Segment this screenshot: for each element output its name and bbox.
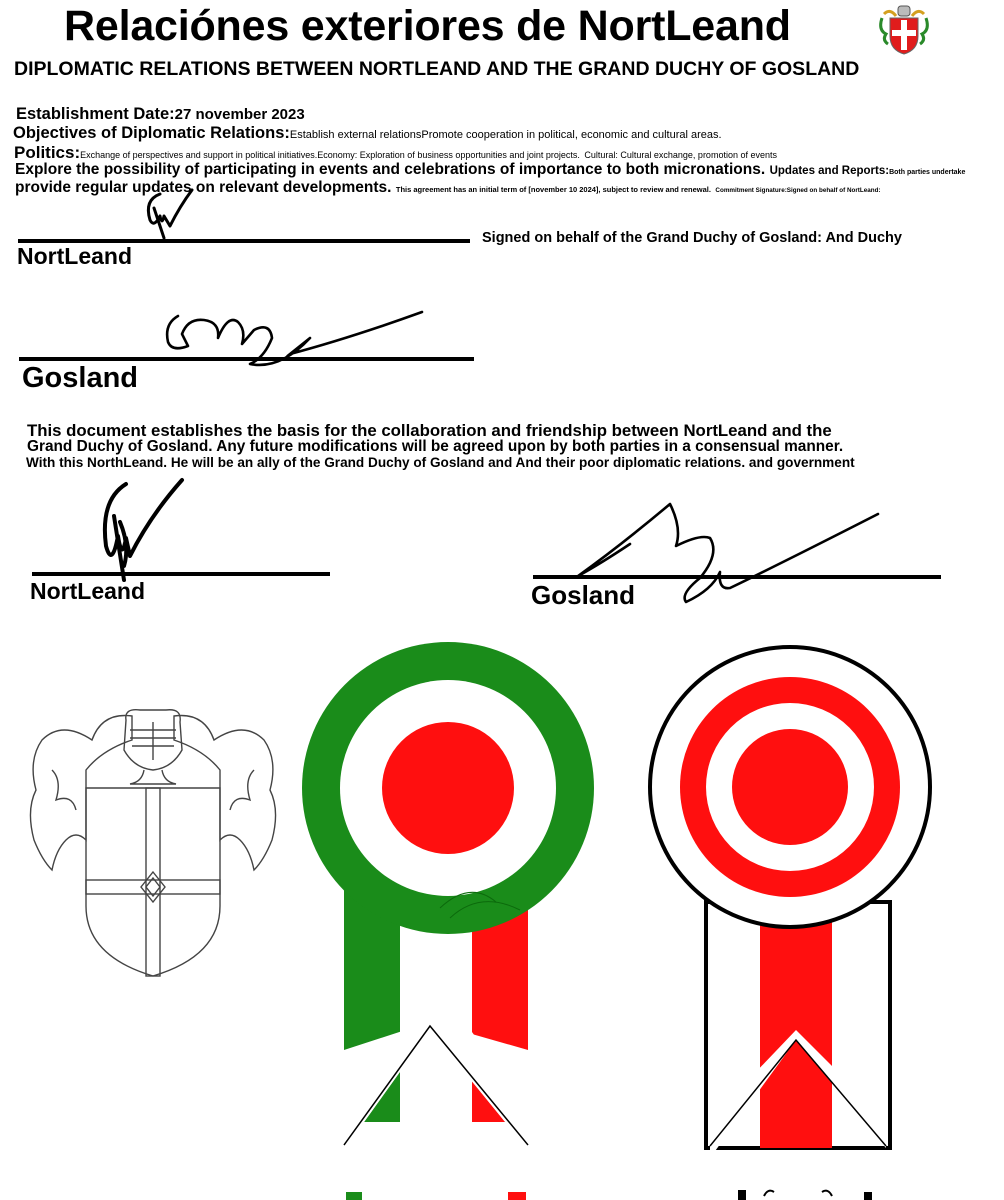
gosland-behalf-line	[482, 230, 902, 246]
gosland-label-bottom: Gosland	[531, 580, 636, 610]
signature-rule-nortleand-bottom	[32, 572, 330, 576]
nortleand-signature-top	[140, 186, 200, 244]
objectives-label: Objectives of Diplomatic Relations:	[13, 124, 290, 142]
economy-value: Economy: Exploration of business opportunities and joint projects.	[317, 150, 580, 160]
and-duchy-text: And Duchy	[825, 230, 902, 246]
establishment-value: 27 november 2023	[174, 106, 305, 123]
coat-of-arms-small-icon	[876, 4, 932, 56]
term-text: This agreement has an initial term of [november 10 2024], subject to review and renewal.	[395, 185, 711, 194]
regular-updates-text: provide regular updates on relevant developments.	[15, 179, 392, 196]
commitment-text: Commitment Signature:Signed on behalf of NortLeand:	[715, 187, 881, 194]
gosland-label-top: Gosland	[22, 362, 139, 394]
objectives-value-2: Promote cooperation in political, economic and cultural areas.	[421, 129, 722, 141]
explore-text: Explore the possibility of participating in events and celebrations of importance to both micronations.	[15, 161, 766, 178]
objectives-line	[13, 124, 722, 143]
nortleand-label-top: NortLeand	[17, 243, 132, 269]
page-subtitle: DIPLOMATIC RELATIONS BETWEEN NORTLEAND AND THE GRAND DUCHY OF GOSLAND	[14, 58, 860, 80]
explore-line	[15, 161, 965, 179]
closing-line-3: With this NorthLeand. He will be an ally of the Grand Duchy of Gosland and And their poor diplomatic relations. and government	[26, 455, 855, 470]
page-title: Relaciónes exteriores de NortLeand	[64, 2, 791, 50]
nortleand-signature-bottom	[90, 476, 190, 586]
establishment-date-line	[16, 105, 305, 124]
updates-value: Both parties undertake	[889, 169, 966, 176]
coat-of-arms-emblem	[22, 710, 284, 980]
nortleand-label-bottom: NortLeand	[30, 578, 145, 604]
objectives-value-1: Establish external relations	[289, 129, 422, 141]
closing-line-2: Grand Duchy of Gosland. Any future modifications will be agreed upon by both parties in a consensual manner.	[27, 438, 844, 455]
cockade-green-white-red	[300, 640, 600, 1200]
signature-rule-gosland-bottom	[533, 575, 941, 579]
politics-line	[14, 143, 777, 163]
updates-label: Updates and Reports:	[769, 165, 890, 177]
signature-rule-gosland-top	[19, 357, 474, 361]
closing-line-1: This document establishes the basis for the collaboration and friendship between NortLeand and the	[27, 421, 832, 440]
establishment-label: Establishment Date:	[16, 105, 175, 123]
gosland-behalf-text: Signed on behalf of the Grand Duchy of Gosland:	[482, 230, 822, 246]
politics-value: Exchange of perspectives and support in political initiatives.	[80, 150, 318, 160]
cultural-value: Cultural: Cultural exchange, promotion of events	[584, 150, 777, 160]
politics-label: Politics:	[14, 143, 81, 162]
cockade-white-red	[640, 640, 960, 1200]
gosland-signature-top	[160, 308, 430, 378]
